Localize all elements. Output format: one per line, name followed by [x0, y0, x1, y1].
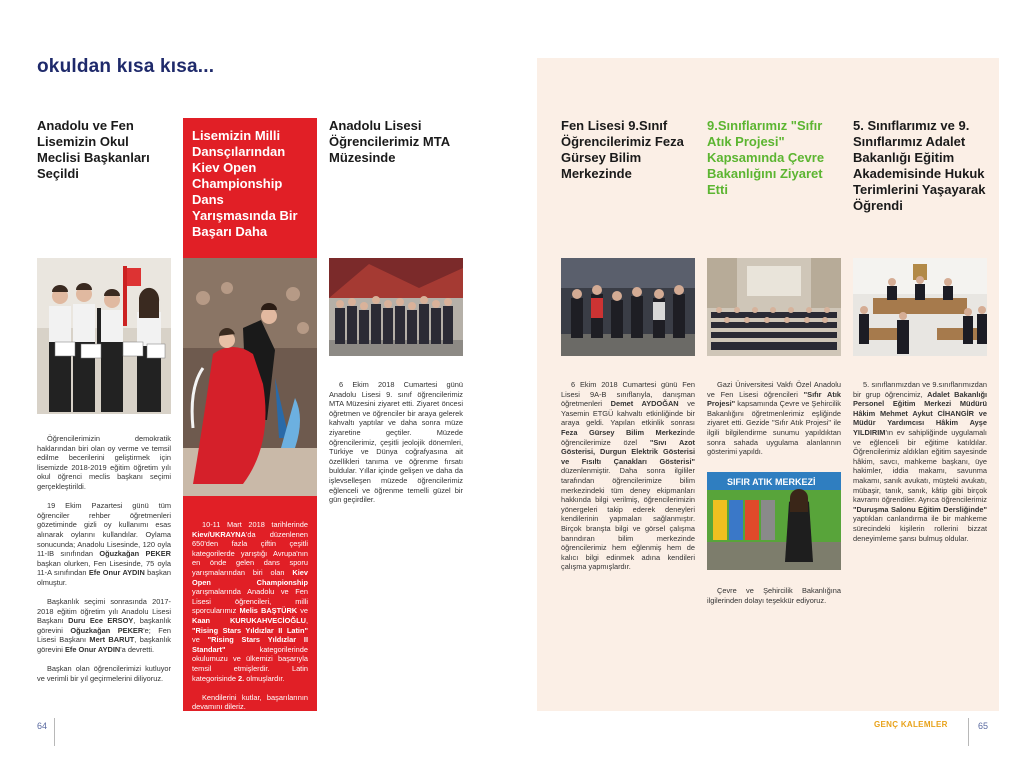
paragraph: 19 Ekim Pazartesi günü tüm öğrenciler rehber öğretmenleri gözetiminde gizli oy kullanımı esas alınarak oylarını kullandılar. Oylama sonucunda; Anadolu Lisesinde, 120 oyla 11-IB sınıfından Oğuzkağan PEKER başkan olurken, Fen Lisesinde, 75 oyla 11-A sınıfından Efe Onur AYDIN başkan olmuştur. — [37, 501, 171, 587]
section-title: okuldan kısa kısa... — [37, 56, 215, 77]
article-council-election — [37, 118, 171, 182]
article-feza-gursey — [561, 118, 695, 182]
ministry-auditorium-photo — [707, 258, 841, 356]
footer-divider — [968, 718, 969, 746]
article-body — [329, 380, 463, 505]
museum-group-photo — [329, 258, 463, 356]
paragraph: Çevre ve Şehircilik Bakanlığına ilgilerinden dolayı teşekkür ediyoruz. — [707, 586, 841, 605]
article-title: Anadolu ve Fen Lisemizin Okul Meclisi Başkanları Seçildi — [37, 118, 150, 181]
sign-text: SIFIR ATIK MERKEZİ — [727, 477, 816, 487]
paragraph: Gazi Üniversitesi Vakfı Özel Anadolu ve Fen Lisesi öğrencileri "Sıfır Atık Projesi" kapsamında Çevre ve Şehircilik Bakanlığını öğretmenlerimiz eşliğinde ziyaret etti. Gezide "Sıfır Atık Projesi" ile ilgili bilgilendirme sunumu yapıldıktan sonra sahada uygulama alanlarının gösterimi yapıldı. — [707, 380, 841, 457]
article-body — [192, 520, 308, 712]
article-zero-waste — [707, 118, 841, 198]
courtroom-photo — [853, 258, 987, 356]
council-presidents-photo — [37, 258, 171, 414]
zero-waste-center-photo — [707, 472, 841, 570]
article-body — [707, 380, 841, 457]
article-body-closing — [707, 586, 841, 605]
page-number-left: 64 — [37, 721, 48, 731]
article-justice-academy — [853, 118, 987, 214]
article-body — [37, 434, 171, 683]
dancers-photo — [183, 258, 317, 496]
article-title: Fen Lisesi 9.Sınıf Öğrencilerimiz Feza Gürsey Bilim Merkezinde — [561, 118, 684, 181]
paragraph: 5. sınıflarımızdan ve 9.sınıflarımızdan bir grup öğrencimiz, Adalet Bakanlığı Personel Eğitim Merkezi Müdürü Hâkim Mehmet Aykut CİHANGİR ve Müdür Yardımcısı Hâkim Ayşe YILDIRIM'ın ev sahipliğinde uygulamalı ve eğlenceli bir eğitime katıldılar. Öğrencilerimiz aldıkları eğitim sayesinde hâkim, savcı, mahkeme başkanı, üye hakimler, iddia makamı, savunma makamı, sanık avukatı, müşteki avukatı, mübaşir, tanık, sanık, kâtip gibi birçok kavramı öğrendiler. Ayrıca öğrencilerimiz "Duruşma Salonu Eğitim Dersliğinde" yaptıkları canlandırma ile bir mahkeme sürecindeki kişilerin rollerini bizzat deneyimleme şansı bulmuş oldular. — [853, 380, 988, 543]
article-title: Lisemizin Milli Dansçılarından Kiev Open Championship Dans Yarışmasında Bir Başarı Daha — [192, 128, 298, 239]
magazine-logo: GENÇ KALEMLER — [874, 720, 948, 729]
science-center-photo — [561, 258, 695, 356]
paragraph: Başkan olan öğrencilerimizi kutluyor ve verimli bir yıl geçirmelerini diliyoruz. — [37, 664, 171, 683]
paragraph: Öğrencilerimizin demokratik haklarından biri olan oy verme ve temsil edilme becerilerini geliştirmek için lisemizde 2018-2019 eğitim öğretim yılı okul öğrenci meclis başkanı seçimi gerçekleştirildi. — [37, 434, 171, 491]
article-body — [561, 380, 695, 572]
article-body — [853, 380, 987, 543]
footer-divider — [54, 718, 55, 746]
paragraph: 10-11 Mart 2018 tarihlerinde Kiev/UKRAYNA'da düzenlenen 650'den fazla çiftin çeşitli kategorilerde yarıştığı Avrupa'nın en önde gelen dans sporu yarışmalarından biri olan Kiev Open Championship yarışmalarında Anadolu ve Fen Lisesi öğrencileri, milli sporcularımız Melis BAŞTÜRK ve Kaan KURUKAHVECİOĞLU, "Rising Stars Yıldızlar II Latin" ve "Rising Stars Yıldızlar II Standart" kategorilerinde okulumuzu ve ülkemizi başarıyla temsil etmişlerdir. Latin kategorisinde 2. olmuşlardır. — [192, 520, 308, 683]
paragraph: Kendilerini kutlar, başarılarının devamını dileriz. — [192, 692, 308, 712]
page-number-right: 65 — [978, 721, 989, 731]
article-title: Anadolu Lisesi Öğrencilerimiz MTA Müzesinde — [329, 118, 450, 165]
paragraph: 6 Ekim 2018 Cumartesi günü Fen Lisesi 9A-B sınıflarıyla, danışman öğretmenleri Demet AYDOĞAN ve Yasemin ETGÜ kahvaltı etkinliğinde bir araya geldi. Yapılan etkinlik sonrası Feza Gürsey Bilim Merkezinde öğrencilerimize özel "Sıvı Azot Gösterisi, Durgun Elektrik Gösterisi ve Fısıltı Çanakları Gösterisi" düzenlenmiştir. Daha sonra ilgililer tarafından öğrencilerimize bilim merkezindeki tüm deney ekipmanları hakkında bilgi verilmiş, öğrencilerimizin yönergeleri takip ederek deneyleri kendilerinin yapmaları sağlanmıştır. Birçok branşta bilgi ve görsel çalışma barındıran bilim merkezinde öğrencilerimiz hem eğlenmiş hem de kalıcı bilgi edinmek adına kendileri çalışma yapmışlardır. — [561, 380, 696, 572]
paragraph: Başkanlık seçimi sonrasında 2017-2018 eğitim öğretim yılı Anadolu Lisesi Başkanı Duru Ece ERSOY, başkanlık görevini Oğuzkağan PEKER'e; Fen Lisesi Başkanı Mert BARUT, başkanlık görevini Efe Onur AYDIN'a devretti. — [37, 597, 171, 655]
article-title: 9.Sınıflarımız "Sıfır Atık Projesi" Kapsamında Çevre Bakanlığını Ziyaret Etti — [707, 118, 825, 197]
paragraph: 6 Ekim 2018 Cumartesi günü Anadolu Lisesi 9. sınıf öğrencilerimiz MTA Müzesini ziyaret etti. Ziyaret öncesi öğretmen ve öğrenciler bir araya gelerek kahvaltı yaptılar ve daha sonra müze ziyaretine geçtiler. Müzede öğrencilerimiz, çeşitli jeolojik dönemleri, Türkiye ve Dünya coğrafyasına ait özellikleri tanıma ve öğrenme fırsatı buldular. Yıllar içinde gelişen ve daha da işlevselleşen müzede öğrencilerimiz eğlenceli ve öğrenme temelli güzel bir gün geçirdiler. — [329, 380, 463, 505]
article-mta-museum — [329, 118, 463, 166]
article-title: 5. Sınıflarımız ve 9. Sınıflarımız Adalet Bakanlığı Eğitim Akademisinde Hukuk Terimlerini Yaşayarak Öğrendi — [853, 118, 986, 213]
